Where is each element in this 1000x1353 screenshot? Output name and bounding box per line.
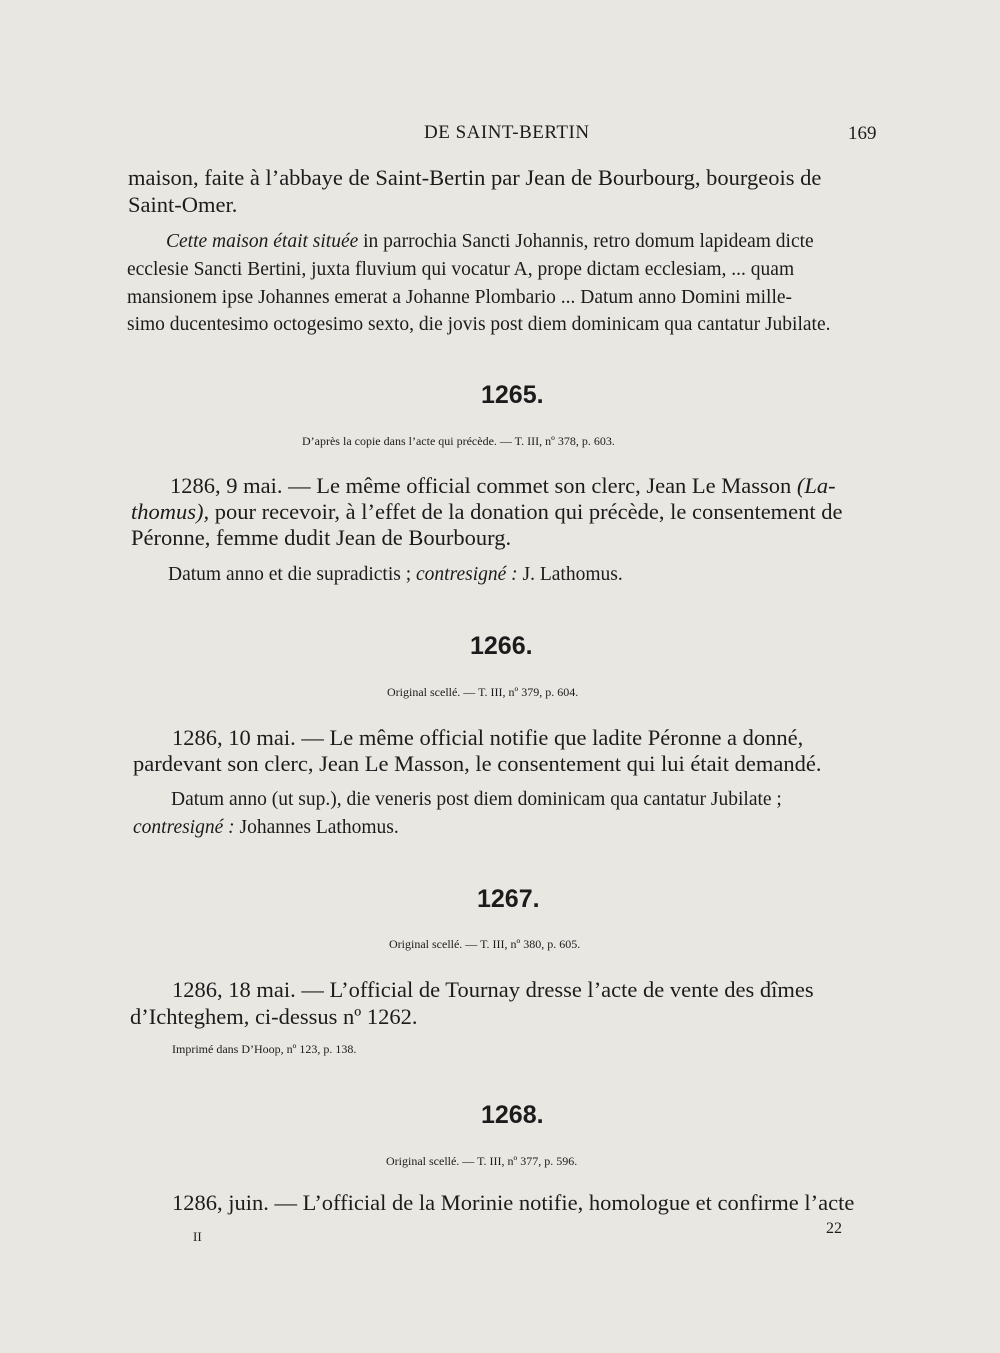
signature-mark: II bbox=[193, 1229, 202, 1244]
entry-text-1268-line-1: 1286, juin. — L’official de la Morinie notifie, homologue et confirme l’acte bbox=[172, 1190, 855, 1215]
entry-number-1268: 1268. bbox=[481, 1101, 544, 1129]
quote-line-1: Cette maison était située in parrochia Sancti Johannis, retro domum lapideam dicte bbox=[166, 231, 814, 252]
entry-text-1267-line-1: 1286, 18 mai. — L’official de Tournay dresse l’acte de vente des dîmes bbox=[172, 977, 814, 1002]
entry-datum-1265: Datum anno et die supradictis ; contresigné : J. Lathomus. bbox=[168, 564, 623, 585]
entry-source-1266: Original scellé. — T. III, nº 379, p. 604. bbox=[387, 685, 579, 699]
entry-note-1267: Imprimé dans D’Hoop, nº 123, p. 138. bbox=[172, 1042, 357, 1056]
entry-datum-1266-line-1: Datum anno (ut sup.), die veneris post diem dominicam qua cantatur Jubilate ; bbox=[171, 789, 782, 810]
sheet-number: 22 bbox=[826, 1220, 842, 1237]
entry-text-1266-line-2: pardevant son clerc, Jean Le Masson, le consentement qui lui était demandé. bbox=[133, 751, 822, 776]
quote-line-4: simo ducentesimo octogesimo sexto, die jovis post diem dominicam qua cantatur Jubilate. bbox=[127, 314, 831, 335]
entry-text-1265-line-1: 1286, 9 mai. — Le même official commet son clerc, Jean Le Masson (La- bbox=[170, 473, 836, 498]
entry-number-1267: 1267. bbox=[477, 885, 540, 913]
entry-datum-1266-line-2: contresigné : Johannes Lathomus. bbox=[133, 817, 399, 838]
intro-line-2: Saint-Omer. bbox=[128, 192, 238, 217]
entry-source-1267: Original scellé. — T. III, nº 380, p. 605. bbox=[389, 937, 581, 951]
entry-text-1265-line-2: thomus), pour recevoir, à l’effet de la donation qui précède, le consentement de bbox=[131, 499, 843, 524]
page-number: 169 bbox=[848, 123, 877, 144]
entry-text-1265-line-3: Péronne, femme dudit Jean de Bourbourg. bbox=[131, 525, 512, 550]
running-header: DE SAINT-BERTIN bbox=[424, 122, 590, 143]
quote-line-3: mansionem ipse Johannes emerat a Johanne Plombario ... Datum anno Domini mille- bbox=[127, 287, 793, 308]
quote-italic: Cette maison était située bbox=[166, 231, 359, 252]
entry-source-1265: D’après la copie dans l’acte qui précède. — T. III, nº 378, p. 603. bbox=[302, 434, 615, 448]
entry-source-1268: Original scellé. — T. III, nº 377, p. 596. bbox=[386, 1154, 578, 1168]
quote-line-2: ecclesie Sancti Bertini, juxta fluvium qui vocatur A, prope dictam ecclesiam, ... quam bbox=[127, 259, 795, 280]
entry-text-1267-line-2: d’Ichteghem, ci-dessus nº 1262. bbox=[130, 1004, 418, 1029]
entry-number-1265: 1265. bbox=[481, 381, 544, 409]
intro-line-1: maison, faite à l’abbaye de Saint-Bertin par Jean de Bourbourg, bourgeois de bbox=[128, 165, 822, 190]
entry-text-1266-line-1: 1286, 10 mai. — Le même official notifie que ladite Péronne a donné, bbox=[172, 725, 804, 750]
entry-number-1266: 1266. bbox=[470, 632, 533, 660]
